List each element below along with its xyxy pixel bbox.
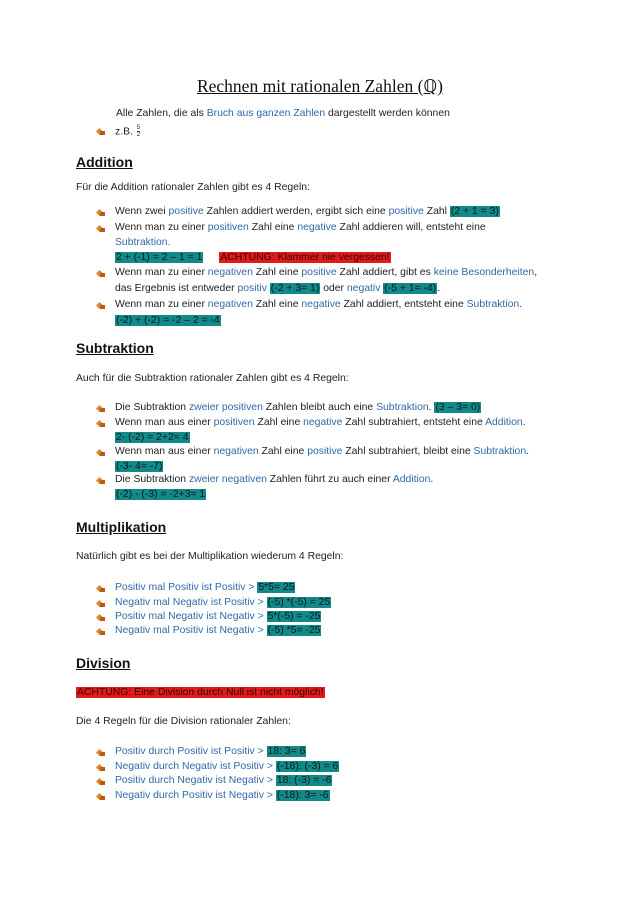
addition-rule-2-example: 2 + (-1) = 2 – 1 = 1 ACHTUNG: Klammer nie vergessen!	[116, 252, 390, 263]
addition-rule-3: Wenn man zu einer negativen Zahl eine positive Zahl addiert, gibt es keine Besonderheiten,	[115, 267, 538, 278]
subtraktion-intro: Auch für die Subtraktion rationaler Zahlen gibt es 4 Regeln:	[76, 373, 349, 384]
bullet-icon	[97, 420, 106, 428]
multiplikation-heading: Multiplikation	[76, 519, 167, 535]
addition-rule-4: Wenn man zu einer negativen Zahl eine negative Zahl addiert, entsteht eine Subtraktion.	[115, 299, 523, 310]
bullet-icon	[97, 764, 106, 772]
bullet-icon	[97, 793, 106, 801]
subtraktion-rule-3-example: (-3- 4= -7)	[116, 461, 163, 472]
bullet-icon	[97, 270, 106, 278]
division-warning: ACHTUNG: Eine Division durch Null ist nicht möglich!	[77, 687, 324, 698]
bullet-icon	[97, 749, 106, 757]
page-title: Rechnen mit rationalen Zahlen (ℚ)	[196, 76, 444, 96]
addition-rule-2: Wenn man zu einer positiven Zahl eine negative Zahl addieren will, entsteht eine	[115, 222, 486, 233]
subtraktion-rule-2-example: 2- (-2) = 2+2= 4	[116, 432, 189, 443]
warning-label: ACHTUNG: Klammer nie vergessen!	[220, 252, 390, 263]
bullet-icon	[97, 449, 106, 457]
bullet-icon	[97, 778, 106, 786]
bullet-icon	[97, 477, 106, 485]
subtraktion-rule-4: Die Subtraktion zweier negativen Zahlen führt zu auch einer Addition.	[115, 474, 434, 485]
subtraktion-rule-4-example: (-2) - (-3) = -2+3= 1	[116, 489, 206, 500]
subtraktion-rule-1: Die Subtraktion zweier positiven Zahlen bleibt auch eine Subtraktion. (3 – 3= 0)	[115, 402, 481, 413]
intro-line: Alle Zahlen, die als Bruch aus ganzen Zahlen dargestellt werden können	[116, 108, 450, 119]
division-heading: Division	[76, 655, 131, 671]
bullet-icon	[97, 302, 106, 310]
subtraktion-rule-2: Wenn man aus einer positiven Zahl eine negative Zahl subtrahiert, entsteht eine Addition.	[115, 417, 526, 428]
subtraktion-rule-3: Wenn man aus einer negativen Zahl eine positive Zahl subtrahiert, bleibt eine Subtraktion.	[115, 446, 529, 457]
multiplikation-rule-2: Negativ mal Negativ ist Positiv > (-5) *(-5) = 25	[115, 597, 331, 608]
bullet-icon	[97, 600, 106, 608]
division-intro: Die 4 Regeln für die Division rationaler Zahlen:	[76, 716, 291, 727]
intro-example: z.B. $\frac{5}{2}$	[115, 125, 141, 138]
bullet-icon	[97, 128, 106, 136]
multiplikation-rule-1: Positiv mal Positiv ist Positiv > 5*5= 25	[115, 582, 295, 593]
bullet-icon	[97, 614, 106, 622]
multiplikation-rule-3: Positiv mal Negativ ist Negativ > 5*(-5) = -25	[115, 611, 321, 622]
fraction: $\frac{5}{2}$	[136, 125, 141, 138]
bullet-icon	[97, 209, 106, 217]
multiplikation-rule-4: Negativ mal Positiv ist Negativ > (-5) *5= -25	[115, 625, 321, 636]
bullet-icon	[97, 225, 106, 233]
multiplikation-intro: Natürlich gibt es bei der Multiplikation wiederum 4 Regeln:	[76, 551, 344, 562]
division-rule-3: Positiv durch Negativ ist Negativ > 18: (-3) = -6	[115, 775, 332, 786]
bullet-icon	[97, 405, 106, 413]
bullet-icon	[97, 628, 106, 636]
division-rule-1: Positiv durch Positiv ist Positiv > 18: 3= 6	[115, 746, 306, 757]
addition-rule-1: Wenn zwei positive Zahlen addiert werden, ergibt sich eine positive Zahl (2 + 1 = 3)	[115, 206, 499, 217]
addition-intro: Für die Addition rationaler Zahlen gibt es 4 Regeln:	[76, 182, 310, 193]
bullet-icon	[97, 585, 106, 593]
subtraktion-heading: Subtraktion	[76, 340, 154, 356]
addition-rule-4-example: (-2) + (-2) = -2 – 2 = -4	[116, 315, 220, 326]
division-rule-4: Negativ durch Positiv ist Negativ > (-18): 3= -6	[115, 790, 329, 801]
addition-heading: Addition	[76, 154, 133, 170]
addition-rule-3-cont: das Ergebnis ist entweder positiv (-2 + 3= 1) oder negativ (-5 + 1= -4).	[115, 283, 441, 294]
addition-rule-2-cont: Subtraktion.	[115, 237, 171, 248]
division-rule-2: Negativ durch Negativ ist Positiv > (-18): (-3) = 6	[115, 761, 339, 772]
